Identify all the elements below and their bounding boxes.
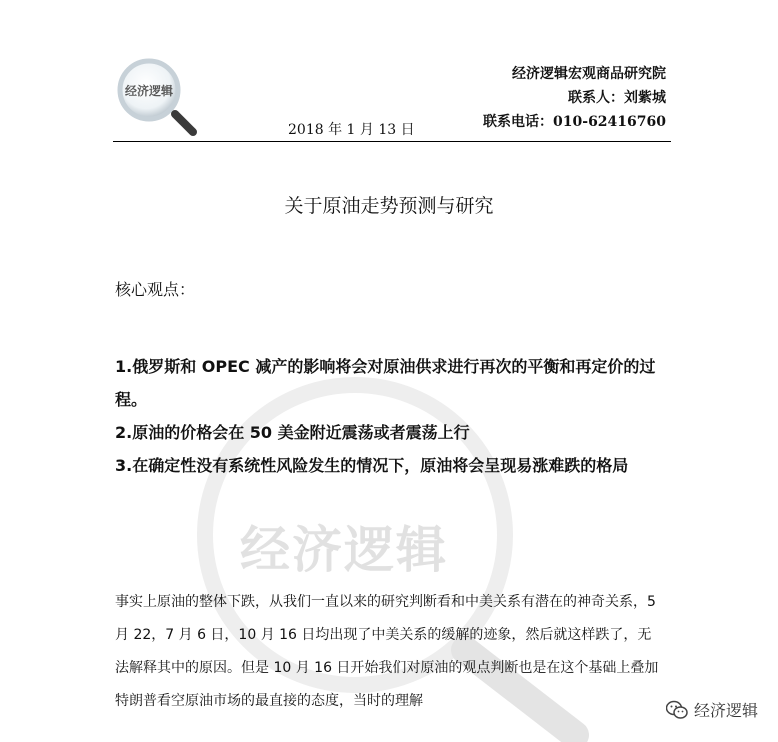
watermark-text: 经济逻辑 [240,521,448,579]
core-points-heading: 核心观点： [115,280,196,299]
magnifier-logo-icon [113,58,201,138]
contact-phone: 联系电话：010-62416760 [483,114,666,130]
core-point: 3.在确定性没有系统性风险发生的情况下，原油将会呈现易涨难跌的格局 [115,456,629,475]
header-divider [113,141,671,142]
core-points-list [115,350,675,482]
org-name: 经济逻辑宏观商品研究院 [512,66,666,82]
core-point: 2.原油的价格会在 50 美金附近震荡或者震荡上行 [115,423,470,442]
report-date: 2018 年 1 月 13 日 [288,122,415,138]
contact-person: 联系人：刘紫城 [568,90,666,106]
header-contact-block [483,62,666,134]
wechat-account-name: 经济逻辑 [693,701,758,720]
logo-text: 经济逻辑 [124,84,174,98]
core-point: 1.俄罗斯和 OPEC 减产的影响将会对原油供求进行再次的平衡和再定价的过程。 [115,357,656,409]
wechat-icon [666,700,688,720]
wechat-account-badge [666,698,758,721]
header-logo [113,58,201,138]
body-paragraph: 事实上原油的整体下跌，从我们一直以来的研究判断看和中美关系有潜在的神奇关系，5 月 22，7 月 6 日，10 月 16 日均出现了中美关系的缓解的迹象，然后就这样跌了，无法解释其中的原因。但是 10 月 16 日开始我们对原油的观点判断也是在这个基础上叠加特朗普看空原油市场的最直接的态度，当时的理解 [115,594,659,709]
document-title: 关于原油走势预测与研究 [284,195,494,217]
